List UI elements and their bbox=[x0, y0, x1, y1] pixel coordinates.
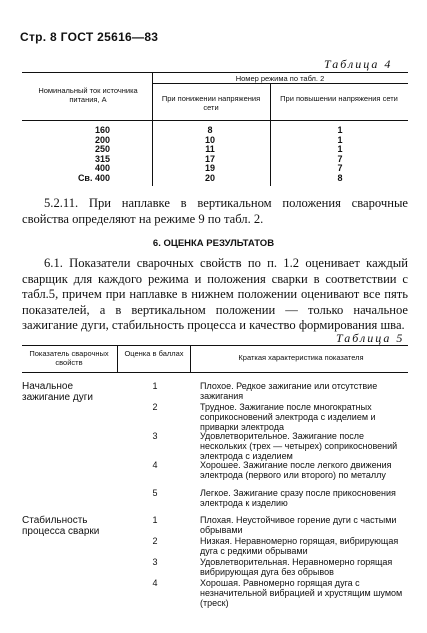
table5-divider-2 bbox=[190, 345, 191, 372]
table4-col1-header: Номинальный ток источника питания, А bbox=[38, 86, 138, 104]
table5-score: 5 bbox=[152, 488, 158, 498]
table5-description: Хорошая. Равномерно горящая дуга с незначительной вибрацией и хрустящим шумом (треск) bbox=[200, 578, 403, 608]
table5-score: 3 bbox=[152, 557, 158, 567]
table4-raised-column bbox=[325, 126, 355, 184]
table5-score: 1 bbox=[152, 515, 158, 525]
table4-raised-cell: 1 bbox=[337, 125, 343, 135]
table4-raised-cell: 8 bbox=[337, 172, 343, 183]
table5-col2-header: Оценка в баллах bbox=[124, 349, 184, 358]
paragraph-5-2-11: 5.2.11. При наплавке в вертикальном положения сварочные свойства определяют на режиме 9 по табл. 2. bbox=[22, 196, 408, 226]
table4-caption: Таблица 4 bbox=[324, 57, 393, 71]
table4-header-rule bbox=[22, 120, 408, 121]
table4-group-header: Номер режима по табл. 2 bbox=[235, 74, 325, 83]
table4-raised-cell: 7 bbox=[337, 153, 343, 164]
table4-raised-cell: 1 bbox=[337, 144, 343, 155]
table4-divider-2 bbox=[270, 83, 271, 186]
table5-score: 2 bbox=[152, 536, 158, 546]
table4-lowered-cell: 17 bbox=[204, 153, 215, 164]
page-header: Стр. 8 ГОСТ 25616—83 bbox=[20, 30, 159, 44]
table5-description: Трудное. Зажигание после многократных соприкосновений электрода с изделием и приварки электрода bbox=[200, 402, 376, 432]
table4-lowered-cell: 8 bbox=[207, 125, 213, 135]
table4-subheader-raised: При повышении напряжения сети bbox=[280, 94, 398, 103]
table5-divider-1 bbox=[117, 345, 118, 372]
table5-description: Низкая. Неравномерно горящая, вибрирующая дуга с редкими обрывами bbox=[200, 536, 399, 556]
table5-col3-header: Краткая характеристика показателя bbox=[238, 353, 364, 362]
table4-currents-column bbox=[50, 126, 110, 184]
table4-raised-cell: 7 bbox=[337, 163, 343, 174]
table5-group-name: Стабильность процесса сварки bbox=[22, 515, 100, 537]
table4-current-cell: 315 bbox=[94, 153, 110, 164]
table5-description: Плохое. Редкое зажигание или отсутствие зажигания bbox=[200, 381, 378, 401]
table4-lowered-cell: 11 bbox=[205, 144, 215, 155]
table4-lowered-cell: 10 bbox=[204, 134, 215, 145]
table5-score: 4 bbox=[152, 578, 158, 588]
table4-current-cell: 200 bbox=[94, 134, 110, 145]
table5-description: Удовлетворительная. Неравномерно горящая вибрирующая дуга без обрывов bbox=[200, 557, 393, 577]
table4-raised-cell: 1 bbox=[337, 134, 343, 145]
table5-score: 3 bbox=[152, 431, 158, 441]
table5-top-rule bbox=[22, 345, 408, 346]
table5-description: Плохая. Неустойчивое горение дуги с частыми обрывами bbox=[200, 515, 397, 535]
table5-description: Легкое. Зажигание сразу после прикосновения электрода к изделию bbox=[200, 488, 396, 508]
table4-top-rule bbox=[22, 72, 408, 73]
table5-score: 2 bbox=[152, 402, 158, 412]
table5-header-rule bbox=[22, 372, 408, 373]
section-heading: 6. ОЦЕНКА РЕЗУЛЬТАТОВ bbox=[152, 238, 275, 249]
table5-description: Хорошее. Зажигание после легкого движения электрода (первого или второго) по металлу bbox=[200, 460, 392, 480]
paragraph-6-1: 6.1. Показатели сварочных свойств по п. 1.2 оценивает каждый сварщик для каждого режима и положения сварки в соответствии с табл.5, причем при наплавке в нижнем положении оценивают все пять показателей, а в вертикальном положении — только начальное зажигание дуги, стабильность процесса и качество формирования шва. bbox=[22, 256, 408, 333]
table4-divider-1 bbox=[152, 72, 153, 186]
table4-current-cell: Св. 400 bbox=[77, 172, 110, 183]
table5-caption: Таблица 5 bbox=[336, 331, 405, 345]
table4-subheader-lowered: При понижении напряжения сети bbox=[161, 94, 261, 112]
table5-score: 1 bbox=[152, 381, 158, 391]
table4-current-cell: 160 bbox=[94, 125, 110, 135]
table4-lowered-cell: 20 bbox=[204, 172, 215, 183]
table4-current-cell: 250 bbox=[94, 144, 110, 155]
table5-col1-header: Показатель сварочных свойств bbox=[29, 349, 109, 367]
table4-group-rule bbox=[152, 83, 408, 84]
table5-score: 4 bbox=[152, 460, 158, 470]
table4-lowered-cell: 19 bbox=[204, 163, 215, 174]
table4-current-cell: 400 bbox=[94, 163, 110, 174]
table5-description: Удовлетворительное. Зажигание после нескольких (трех — четырех) соприкосновений электрода с изделием bbox=[200, 431, 398, 461]
table5-group-name: Начальное зажигание дуги bbox=[22, 381, 93, 403]
table4-lowered-column bbox=[195, 126, 225, 184]
